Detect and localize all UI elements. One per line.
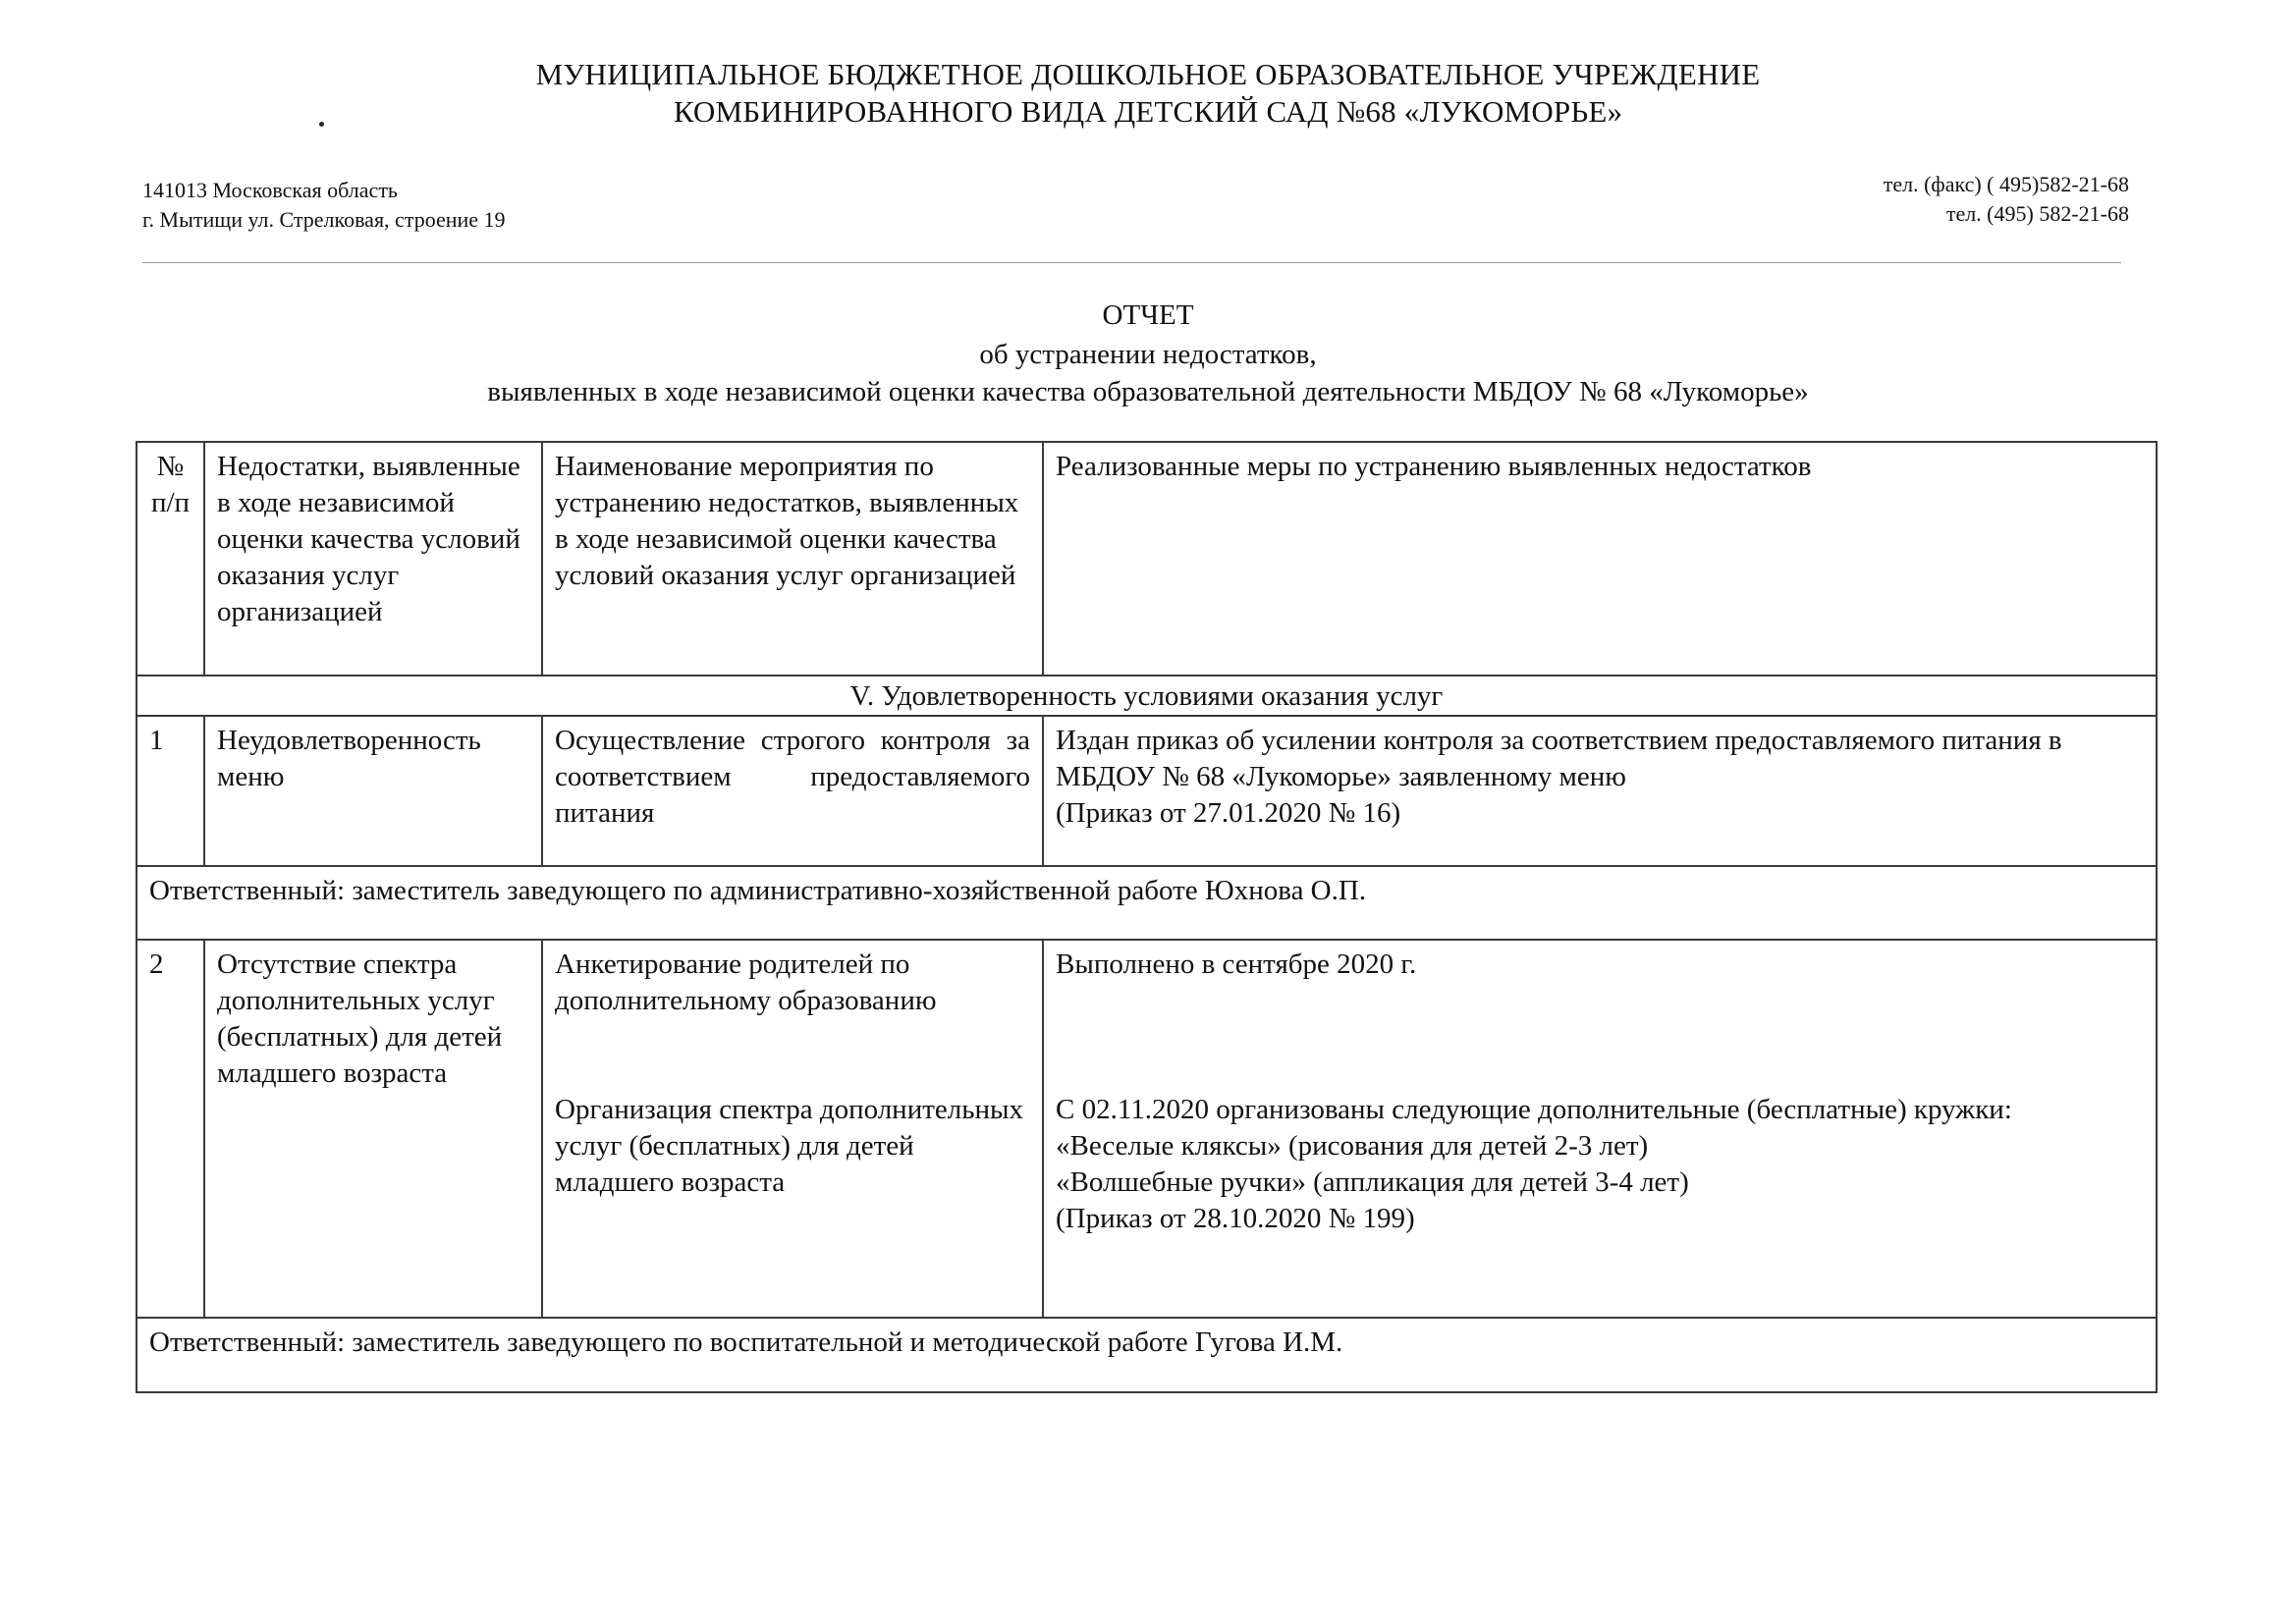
row1-deficiency: Неудовлетворенность меню	[204, 716, 542, 866]
row1-measure: Осуществление строгого контроля за соответствием предоставляемого питания	[542, 716, 1043, 866]
spacer	[1056, 983, 2144, 1092]
phone-line1: тел. (факс) ( 495)582-21-68	[1883, 172, 2129, 196]
responsible-row	[137, 866, 2157, 940]
header-measures: Наименование мероприятия по устранению недостатков, выявленных в ходе независимой оценки качества условий оказания услуг организацией	[542, 442, 1043, 676]
report-subtitle1: об устранении недостатков,	[979, 339, 1317, 370]
report-subtitle2: выявленных в ходе независимой оценки качества образовательной деятельности МБДОУ № 68 «Лукоморье»	[487, 376, 1809, 407]
header-implemented: Реализованные меры по устранению выявленных недостатков	[1043, 442, 2157, 676]
scan-speck	[319, 122, 324, 127]
row2-circle1: «Веселые кляксы» (рисования для детей 2-3 лет)	[1056, 1130, 1649, 1162]
row2-deficiency: Отсутствие спектра дополнительных услуг (бесплатных) для детей младшего возраста	[204, 940, 542, 1318]
section-title: V. Удовлетворенность условиями оказания услуг	[137, 676, 2157, 716]
report-title: ОТЧЕТ	[1102, 299, 1194, 331]
row1-num: 1	[137, 716, 204, 866]
row1-implemented	[1043, 716, 2157, 866]
address-line2: г. Мытищи ул. Стрелковая, строение 19	[142, 207, 506, 232]
phone-line2: тел. (495) 582-21-68	[1945, 201, 2129, 226]
row1-order: (Приказ от 27.01.2020 № 16)	[1056, 797, 1401, 829]
row2-measures	[542, 940, 1043, 1318]
row2-implemented-b1: С 02.11.2020 организованы следующие дополнительные (бесплатные) кружки:	[1056, 1094, 2012, 1125]
row2-measure-b: Организация спектра дополнительных услуг (бесплатных) для детей младшего возраста	[555, 1094, 1023, 1198]
row1-implemented-text: Издан приказ об усилении контроля за соответствием предоставляемого питания в МБДОУ № 68 «Лукоморье» заявленному меню	[1056, 725, 2062, 792]
header-divider	[142, 262, 2121, 263]
table-row	[137, 940, 2157, 1318]
row2-order: (Приказ от 28.10.2020 № 199)	[1056, 1203, 1415, 1234]
row2-circle2: «Волшебные ручки» (аппликация для детей 3-4 лет)	[1056, 1166, 1689, 1198]
row1-responsible: Ответственный: заместитель заведующего по административно-хозяйственной работе Юхнова О.П.	[137, 866, 2157, 940]
header-num: № п/п	[137, 442, 204, 676]
row2-implemented	[1043, 940, 2157, 1318]
row2-responsible: Ответственный: заместитель заведующего по воспитательной и методической работе Гугова И.М.	[137, 1318, 2157, 1392]
org-name-line2: КОМБИНИРОВАННОГО ВИДА ДЕТСКИЙ САД №68 «ЛУКОМОРЬЕ»	[673, 94, 1623, 129]
row2-measure-a: Анкетирование родителей по дополнительному образованию	[555, 948, 937, 1016]
table-row	[137, 716, 2157, 866]
spacer	[555, 1019, 1030, 1092]
report-table	[136, 441, 2158, 1393]
table-header-row	[137, 442, 2157, 676]
row2-implemented-a: Выполнено в сентябре 2020 г.	[1056, 948, 1417, 980]
address-line1: 141013 Московская область	[142, 178, 398, 202]
header-deficiencies: Недостатки, выявленные в ходе независимой оценки качества условий оказания услуг организацией	[204, 442, 542, 676]
org-name-line1: МУНИЦИПАЛЬНОЕ БЮДЖЕТНОЕ ДОШКОЛЬНОЕ ОБРАЗОВАТЕЛЬНОЕ УЧРЕЖДЕНИЕ	[535, 57, 1761, 91]
section-row	[137, 676, 2157, 716]
responsible-row	[137, 1318, 2157, 1392]
row2-num: 2	[137, 940, 204, 1318]
